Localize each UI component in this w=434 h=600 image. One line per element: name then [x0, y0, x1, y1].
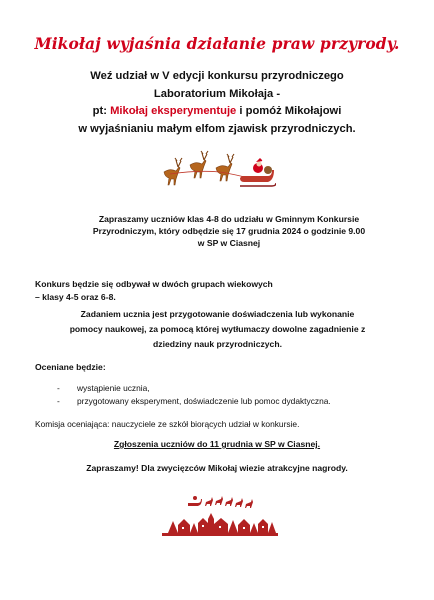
santa-sleigh-reindeer-icon [158, 148, 276, 194]
closing-text: Zapraszamy! Dla zwycięzców Mikołaj wiezie atrakcyjne nagrody. [86, 463, 348, 473]
invitation-text [60, 213, 398, 249]
commission-text: Komisja oceniająca: nauczyciele ze szkół biorących udział w konkursie. [35, 419, 300, 429]
intro-line-3-prefix: pt: [92, 105, 111, 117]
bullet-dash: - [57, 383, 60, 393]
task-line-3: dziedziny nauk przyrodniczych. [153, 339, 282, 349]
criteria-list [35, 382, 405, 408]
page-title: Mikołaj wyjaśnia działanie praw przyrody. [34, 34, 400, 53]
age-groups-text [35, 278, 405, 303]
criteria-heading: Oceniane będzie: [35, 362, 106, 372]
task-line-2: pomocy naukowej, za pomocą której wytłumaczy dowolne zagadnienie z [69, 324, 366, 334]
invite-line-1: Zapraszamy uczniów klas 4-8 do udziału w Gminnym Konkursie [98, 214, 360, 224]
intro-line-3-suffix: i pomóż Mikołajowi [236, 105, 342, 117]
bullet-dash: - [57, 396, 60, 406]
task-description [40, 307, 395, 352]
christmas-village-sleigh-icon [160, 493, 280, 537]
intro-block [20, 68, 414, 138]
intro-line-4: w wyjaśnianiu małym elfom zjawisk przyrodniczych. [78, 122, 356, 135]
intro-highlight: Mikołaj eksperymentuje [110, 105, 237, 117]
groups-line-1: Konkurs będzie się odbywał w dwóch grupach wiekowych [35, 279, 273, 289]
list-item [35, 395, 405, 408]
task-line-1: Zadaniem ucznia jest przygotowanie doświadczenia lub wykonanie [80, 309, 355, 319]
deadline-text: Zgłoszenia uczniów do 11 grudnia w SP w Ciasnej. [113, 439, 321, 449]
invite-line-3: w SP w Ciasnej [197, 238, 261, 248]
intro-line-1: Weź udział w V edycji konkursu przyrodniczego [90, 70, 344, 82]
criteria-item-text: przygotowany eksperyment, doświadczenie lub pomoc dydaktyczna. [77, 396, 331, 406]
intro-line-3 [20, 103, 414, 121]
list-item [35, 382, 405, 395]
criteria-item-text: wystąpienie ucznia, [77, 383, 150, 393]
invite-line-2: Przyrodniczym, który odbędzie się 17 grudnia 2024 o godzinie 9.00 [92, 226, 366, 236]
intro-line-2: Laboratorium Mikołaja - [153, 87, 281, 100]
groups-line-2: – klasy 4-5 oraz 6-8. [35, 291, 116, 302]
